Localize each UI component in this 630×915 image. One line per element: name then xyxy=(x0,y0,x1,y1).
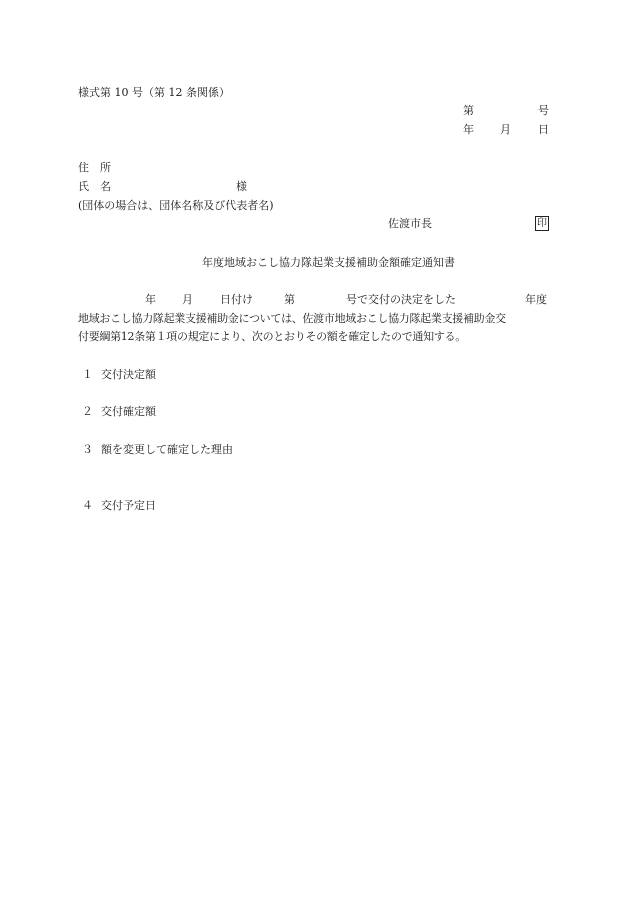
doc-number-suffix: 号 xyxy=(538,104,549,117)
item-label-1: 交付決定額 xyxy=(101,368,156,381)
item-number-4: ４ xyxy=(82,499,93,512)
date-year: 年 xyxy=(463,123,474,136)
issuer-title: 佐渡市長 xyxy=(388,217,432,230)
item-label-3: 額を変更して確定した理由 xyxy=(101,443,233,456)
seal-stamp: 印 xyxy=(537,218,547,229)
name-label: 氏 名 xyxy=(78,180,111,193)
address-label: 住 所 xyxy=(78,161,111,174)
form-number: 様式第 10 号（第 12 条関係） xyxy=(78,86,230,99)
honorific: 様 xyxy=(236,180,247,193)
date-month: 月 xyxy=(500,123,511,136)
item-number-2: ２ xyxy=(82,405,93,418)
group-note: (団体の場合は、団体名称及び代表者名) xyxy=(78,199,274,212)
item-number-1: １ xyxy=(82,368,93,381)
date-day: 日 xyxy=(538,123,549,136)
body-line-2: 地域おこし協力隊起業支援補助金については、佐渡市地域おこし協力隊起業支援補助金交 xyxy=(78,312,506,325)
body-dated: 日付け xyxy=(220,293,253,306)
item-label-4: 交付予定日 xyxy=(101,499,156,512)
document-title: 年度地域おこし協力隊起業支援補助金額確定通知書 xyxy=(202,256,455,269)
item-label-2: 交付確定額 xyxy=(101,405,156,418)
body-fiscal-year: 年度 xyxy=(525,293,547,306)
doc-number-prefix: 第 xyxy=(463,104,474,117)
body-no-prefix: 第 xyxy=(284,293,295,306)
body-year: 年 xyxy=(145,293,156,306)
body-line-3: 付要綱第12条第１項の規定により、次のとおりその額を確定したので通知する。 xyxy=(78,330,466,343)
body-month: 月 xyxy=(182,293,193,306)
body-no-suffix: 号で交付の決定をした xyxy=(346,293,456,306)
item-number-3: ３ xyxy=(82,443,93,456)
